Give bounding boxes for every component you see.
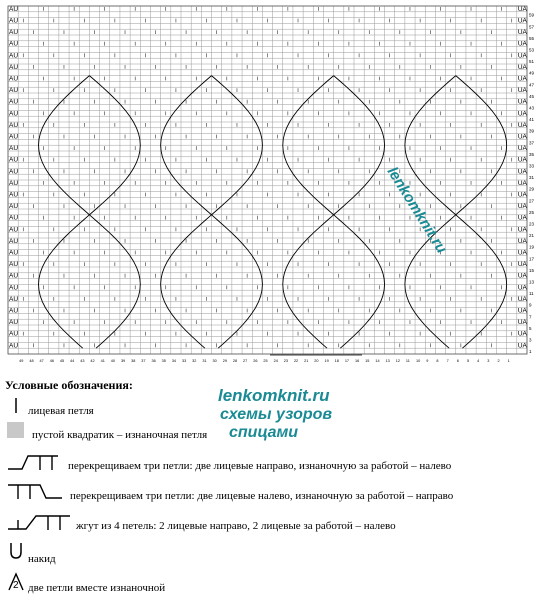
edge-stitch-right: UA [517, 295, 527, 303]
column-number: 32 [192, 359, 197, 363]
column-number: 34 [171, 359, 177, 363]
column-number: 3 [487, 359, 490, 363]
edge-stitch-right: UA [517, 191, 527, 199]
column-number: 35 [161, 359, 166, 363]
edge-stitch-left: AU [9, 5, 19, 13]
edge-stitch-left: AU [9, 284, 19, 292]
row-number: 11 [529, 291, 534, 297]
column-number: 7 [446, 359, 449, 363]
brand-line-2: схемы узоров [220, 406, 333, 423]
edge-stitch-right: UA [517, 156, 527, 164]
column-number: 20 [314, 359, 319, 363]
legend-text-cross-right: перекрещиваем три петли: две лицевые направо, изнаночную за работой – налево [68, 459, 452, 472]
row-number: 31 [529, 175, 535, 181]
column-number: 43 [80, 359, 85, 363]
edge-stitch-left: AU [9, 110, 19, 118]
brand-site: lenkomknit.ru [218, 386, 330, 405]
legend-item-knit [6, 395, 94, 418]
legend-item-purl [6, 420, 207, 443]
row-number: 59 [529, 12, 535, 18]
edge-stitch-right: UA [517, 63, 527, 71]
column-number: 16 [355, 359, 360, 363]
cable-line [89, 76, 140, 349]
edge-stitch-right: UA [517, 272, 527, 280]
column-number: 41 [100, 359, 105, 363]
column-number: 22 [293, 359, 299, 363]
column-number: 40 [110, 359, 115, 363]
row-number: 35 [529, 151, 535, 157]
column-number: 25 [263, 359, 268, 363]
column-number: 49 [19, 359, 24, 363]
row-number: 5 [529, 325, 532, 331]
edge-stitch-left: AU [9, 145, 19, 153]
column-number: 33 [182, 359, 187, 363]
edge-stitch-right: UA [517, 237, 527, 245]
edge-stitch-left: AU [9, 52, 19, 60]
column-number: 29 [222, 359, 227, 363]
column-number: 13 [385, 359, 390, 363]
column-number: 14 [375, 359, 380, 363]
row-number: 39 [529, 128, 535, 134]
cable-line [212, 76, 263, 349]
legend-text-knit: лицевая петля [28, 404, 94, 417]
row-number: 57 [529, 24, 535, 30]
column-number: 5 [466, 359, 470, 363]
edge-stitch-left: AU [9, 29, 19, 37]
row-number: 1 [529, 349, 532, 355]
row-number: 33 [529, 163, 535, 169]
edge-stitch-right: UA [517, 284, 527, 292]
row-number: 7 [529, 314, 532, 320]
column-number: 31 [202, 359, 207, 363]
edge-stitch-left: AU [9, 75, 19, 83]
edge-stitch-left: AU [9, 133, 19, 141]
edge-stitch-left: AU [9, 261, 19, 269]
legend-text-p2tog: две петли вместе изнаночной [28, 581, 166, 594]
row-number: 13 [529, 279, 535, 285]
legend-text-purl: пустой квадратик – изнаночная петля [32, 428, 208, 441]
cross-left-3-icon [6, 480, 66, 505]
edge-stitch-right: UA [517, 52, 527, 60]
cable-line [334, 76, 385, 349]
purl-stitch-icon [6, 420, 26, 443]
row-number: 23 [529, 221, 535, 227]
edge-stitch-left: AU [9, 295, 19, 303]
edge-stitch-right: UA [517, 133, 527, 141]
edge-stitch-right: UA [517, 121, 527, 129]
row-number: 15 [529, 267, 535, 273]
column-number: 18 [334, 359, 339, 363]
row-number: 43 [529, 105, 535, 111]
edge-stitch-left: AU [9, 17, 19, 25]
legend-item-cross-right [6, 450, 451, 475]
legend-text-yarn-over: накид [28, 552, 56, 565]
column-number: 19 [324, 359, 329, 363]
column-number: 37 [141, 359, 146, 363]
legend-item-yarn-over [6, 540, 56, 565]
cable-line [161, 76, 212, 349]
edge-stitch-left: AU [9, 156, 19, 164]
column-number: 9 [426, 359, 429, 363]
row-number: 41 [529, 117, 535, 123]
legend-title: Условные обозначения: [5, 378, 133, 392]
row-number: 25 [529, 209, 535, 215]
edge-stitch-left: AU [9, 249, 19, 257]
column-number: 46 [49, 359, 54, 363]
column-number: 12 [395, 359, 400, 363]
edge-stitch-left: AU [9, 87, 19, 95]
row-number: 27 [529, 198, 535, 204]
brand-line-3: спицами [229, 424, 299, 441]
edge-stitch-right: UA [517, 40, 527, 48]
edge-stitch-right: UA [517, 5, 527, 13]
column-number: 1 [507, 359, 510, 363]
column-number: 6 [456, 359, 459, 363]
edge-stitch-right: UA [517, 307, 527, 315]
edge-stitch-right: UA [517, 29, 527, 37]
edge-stitch-right: UA [517, 319, 527, 327]
row-number: 51 [529, 59, 535, 65]
row-number: 45 [529, 93, 535, 99]
row-number: 29 [529, 186, 535, 192]
edge-stitch-right: UA [517, 214, 527, 222]
edge-stitch-left: AU [9, 179, 19, 187]
column-number: 47 [39, 359, 44, 363]
row-number: 49 [529, 70, 535, 76]
legend-text-cable-4: жгут из 4 петель: 2 лицевые направо, 2 лицевые за работой – налево [76, 519, 396, 532]
edge-stitch-left: AU [9, 121, 19, 129]
cable-4-icon [6, 510, 72, 535]
column-number: 21 [304, 359, 309, 363]
edge-stitch-right: UA [517, 168, 527, 176]
edge-stitch-left: AU [9, 272, 19, 280]
edge-stitch-right: UA [517, 87, 527, 95]
cable-line [39, 76, 90, 349]
row-number: 47 [529, 82, 535, 88]
cross-right-3-icon [6, 450, 62, 475]
edge-stitch-left: AU [9, 40, 19, 48]
edge-stitch-left: AU [9, 214, 19, 222]
edge-stitch-right: UA [517, 261, 527, 269]
edge-stitch-right: UA [517, 342, 527, 350]
chart-watermark: lenkomknit.ru [383, 164, 451, 257]
column-number: 45 [59, 359, 65, 363]
column-number: 48 [29, 359, 34, 363]
column-number: 39 [120, 359, 126, 363]
column-number: 11 [405, 359, 410, 363]
edge-stitch-right: UA [517, 226, 527, 234]
edge-stitch-left: AU [9, 168, 19, 176]
edge-stitch-left: AU [9, 237, 19, 245]
edge-stitch-left: AU [9, 203, 19, 211]
legend-item-cable-4 [6, 510, 396, 535]
row-number: 9 [529, 302, 532, 308]
legend-item-cross-left [6, 480, 453, 505]
column-number: 38 [131, 359, 136, 363]
edge-stitch-left: AU [9, 226, 19, 234]
cable-line [456, 76, 507, 349]
column-number: 27 [243, 359, 248, 363]
column-number: 24 [273, 359, 278, 363]
column-number: 17 [344, 359, 350, 363]
yarn-over-icon [6, 540, 26, 565]
column-number: 36 [151, 359, 156, 363]
row-number: 37 [529, 140, 535, 146]
cable-line [283, 76, 334, 349]
column-number: 23 [283, 359, 288, 363]
edge-stitch-right: UA [517, 17, 527, 25]
row-number: 21 [529, 233, 535, 239]
edge-stitch-left: AU [9, 98, 19, 106]
edge-stitch-left: AU [9, 63, 19, 71]
edge-stitch-right: UA [517, 75, 527, 83]
edge-stitch-left: AU [9, 342, 19, 350]
column-number: 8 [436, 359, 439, 363]
edge-stitch-right: UA [517, 110, 527, 118]
edge-stitch-left: AU [9, 330, 19, 338]
purl-two-together-icon [6, 571, 26, 596]
edge-stitch-right: UA [517, 249, 527, 257]
column-number: 26 [253, 359, 258, 363]
edge-stitch-right: UA [517, 203, 527, 211]
row-number: 17 [529, 256, 535, 262]
row-number: 53 [529, 47, 535, 53]
row-number: 3 [529, 337, 532, 343]
column-number: 4 [477, 359, 480, 363]
row-number: 19 [529, 244, 535, 250]
svg-text:2: 2 [13, 580, 19, 591]
column-number: 30 [212, 359, 217, 363]
edge-stitch-right: UA [517, 330, 527, 338]
legend-text-cross-left: перекрещиваем три петли: две лицевые налево, изнаночную за работой – направо [70, 489, 454, 502]
column-number: 2 [497, 359, 500, 363]
edge-stitch-right: UA [517, 98, 527, 106]
edge-stitch-left: AU [9, 307, 19, 315]
column-number: 44 [70, 359, 75, 363]
edge-stitch-left: AU [9, 191, 19, 199]
edge-stitch-right: UA [517, 179, 527, 187]
row-number: 55 [529, 35, 535, 41]
edge-stitch-left: AU [9, 319, 19, 327]
column-number: 42 [90, 359, 95, 363]
column-number: 15 [365, 359, 370, 363]
legend-item-p2tog [6, 571, 165, 596]
column-number: 10 [416, 359, 421, 363]
knit-stitch-icon [6, 395, 26, 418]
column-number: 28 [232, 359, 238, 363]
edge-stitch-right: UA [517, 145, 527, 153]
